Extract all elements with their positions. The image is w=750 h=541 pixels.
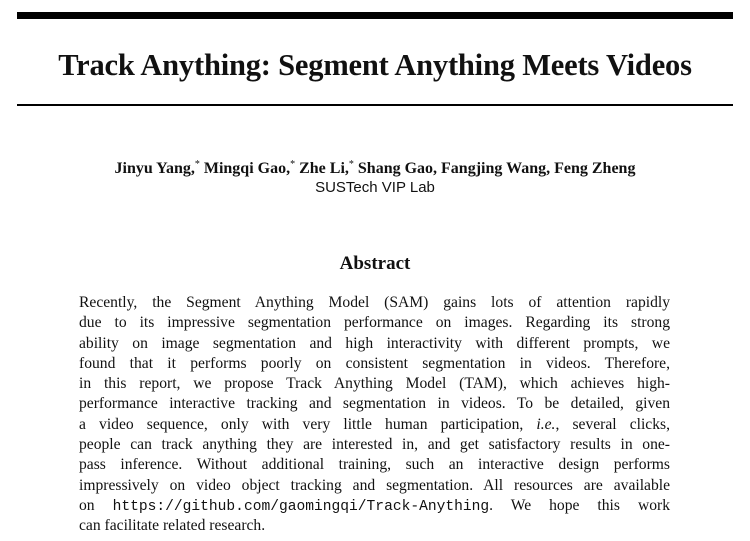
abstract-line (79, 293, 670, 313)
top-rule (17, 12, 733, 19)
abstract-line (79, 516, 670, 536)
abstract-line (79, 415, 670, 435)
abstract-line (79, 455, 670, 475)
abstract-line (79, 374, 670, 394)
abstract-text: ability on image segmentation and high interactivity with different prompts, we (79, 334, 670, 352)
abstract-text: due to its impressive segmentation performance on images. Regarding its strong (79, 314, 670, 332)
equal-contribution-mark: * (348, 159, 354, 170)
affiliation: SUSTech VIP Lab (315, 179, 435, 196)
abstract-text: Recently, the Segment Anything Model (SAM) gains lots of attention rapidly (79, 294, 670, 311)
abstract-text: performance interactive tracking and segmentation in videos. To be detailed, given (79, 395, 670, 413)
abstract-heading: Abstract (339, 253, 411, 274)
paper-title: Track Anything: Segment Anything Meets Videos (58, 48, 692, 82)
abstract-text: . We hope this work (489, 496, 670, 514)
abstract-body (79, 293, 670, 537)
abstract-line (79, 496, 670, 516)
title-rule (17, 104, 733, 106)
author-list (0, 158, 750, 180)
abstract-line (79, 476, 670, 496)
abstract-text: , several clicks, (555, 415, 670, 433)
abstract-line (79, 394, 670, 414)
abstract-text: a video sequence, only with very little human participation, (79, 415, 537, 433)
author: Shang Gao, Fangjing Wang, Feng Zheng (357, 160, 636, 177)
abstract-text: can facilitate related research. (79, 517, 266, 535)
abstract-line (79, 313, 670, 333)
equal-contribution-mark: * (290, 159, 296, 170)
abstract-text: on (79, 496, 113, 514)
author: Mingqi Gao, (203, 160, 291, 177)
resource-url-link[interactable]: https://github.com/gaomingqi/Track-Anything (112, 498, 490, 515)
author: Jinyu Yang, (114, 160, 195, 177)
abstract-text: found that it performs poorly on consistent segmentation in videos. Therefore, (79, 354, 670, 372)
equal-contribution-mark: * (194, 159, 200, 170)
author: Zhe Li, (299, 160, 349, 177)
abstract-text: people can track anything they are interested in, and get satisfactory results in one- (79, 436, 670, 454)
abstract-text: pass inference. Without additional training, such an interactive design performs (79, 456, 670, 474)
abstract-text: impressively on video object tracking and segmentation. All resources are available (79, 476, 670, 494)
abstract-line (79, 435, 670, 455)
abstract-text: i.e. (536, 415, 556, 433)
abstract-text: in this report, we propose Track Anything Model (TAM), which achieves high- (79, 375, 670, 393)
abstract-line (79, 354, 670, 374)
abstract-line (79, 334, 670, 354)
